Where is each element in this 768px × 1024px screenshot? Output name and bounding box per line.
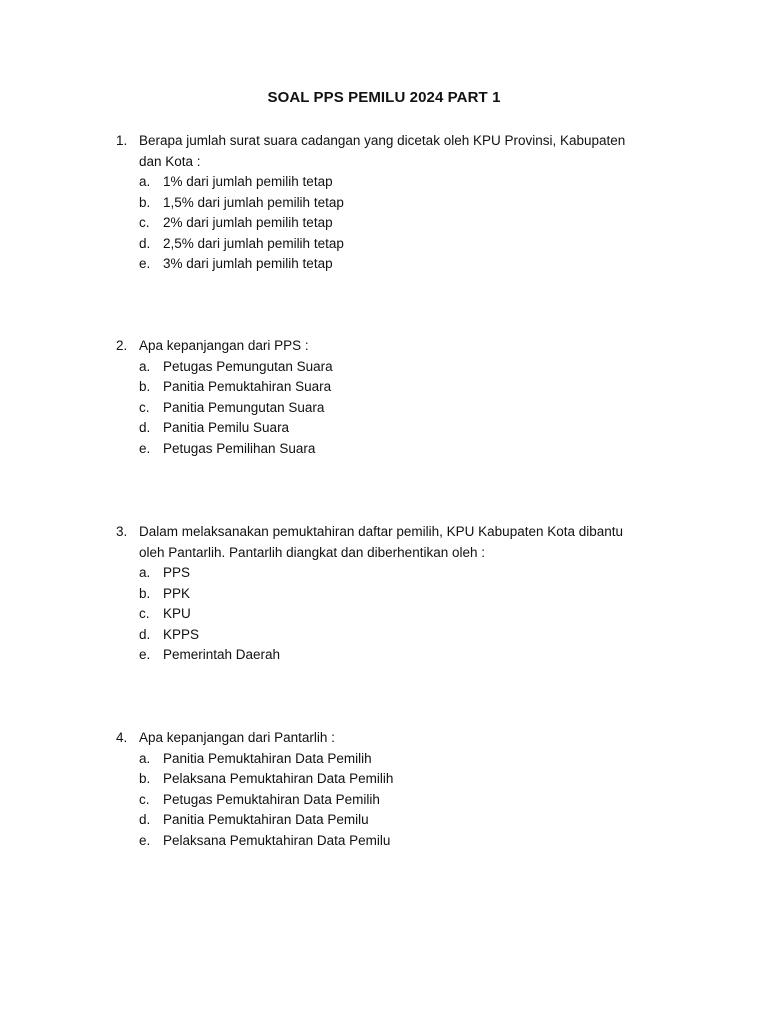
option-text: Pelaksana Pemuktahiran Data Pemilu: [163, 832, 391, 848]
option-text: 3% dari jumlah pemilih tetap: [163, 256, 333, 271]
question-text: Berapa jumlah surat suara cadangan yang dicetak oleh KPU Provinsi, Kabupaten dan Kota :: [139, 133, 626, 169]
option-letter: e.: [139, 440, 151, 456]
question-number: 2.: [116, 338, 128, 353]
option-letter: b.: [139, 194, 151, 210]
option-text: KPU: [163, 606, 191, 621]
option-letter: e.: [139, 647, 151, 662]
option-a: [139, 172, 636, 193]
option-c: [139, 790, 636, 811]
option-text: Petugas Pemuktahiran Data Pemilih: [163, 791, 380, 807]
option-d: [139, 234, 636, 255]
option-text: Petugas Pemungutan Suara: [163, 358, 333, 374]
option-text: Panitia Pemilu Suara: [163, 420, 290, 435]
option-letter: a.: [139, 750, 151, 766]
option-letter: e.: [139, 256, 151, 271]
question-3-stem: [116, 522, 636, 563]
question-text: Apa kepanjangan dari Pantarlih :: [139, 730, 335, 745]
option-text: Panitia Pemuktahiran Data Pemilu: [163, 812, 369, 827]
option-letter: a.: [139, 174, 151, 189]
option-text: Petugas Pemilihan Suara: [163, 440, 316, 456]
option-b: [139, 769, 636, 790]
option-letter: d.: [139, 626, 151, 642]
option-text: Pelaksana Pemuktahiran Data Pemilih: [163, 771, 394, 786]
option-a: [139, 357, 636, 378]
option-text: Panitia Pemuktahiran Suara: [163, 379, 332, 394]
option-letter: e.: [139, 832, 151, 848]
option-text: Panitia Pemungutan Suara: [163, 399, 325, 415]
option-text: 1,5% dari jumlah pemilih tetap: [163, 194, 344, 210]
option-e: [139, 254, 636, 275]
option-d: [139, 810, 636, 831]
option-c: [139, 213, 636, 234]
option-b: [139, 377, 636, 398]
option-text: 2% dari jumlah pemilih tetap: [163, 215, 333, 230]
option-text: KPPS: [163, 626, 200, 642]
question-text: Dalam melaksanakan pemuktahiran daftar pemilih, KPU Kabupaten Kota dibantu oleh Pantarlih. Pantarlih diangkat dan diberhentikan oleh :: [139, 524, 624, 560]
question-text: Apa kepanjangan dari PPS :: [139, 338, 309, 353]
option-d: [139, 625, 636, 646]
option-letter: c.: [139, 791, 150, 807]
option-text: Panitia Pemuktahiran Data Pemilih: [163, 750, 372, 766]
option-e: [139, 645, 636, 666]
option-letter: d.: [139, 812, 151, 827]
option-d: [139, 418, 636, 439]
question-3: [116, 522, 636, 666]
option-c: [139, 398, 636, 419]
option-letter: a.: [139, 565, 151, 580]
question-2: [116, 336, 636, 459]
question-1: [116, 131, 636, 275]
question-4-stem: [116, 728, 636, 749]
option-letter: d.: [139, 235, 151, 251]
option-text: 2,5% dari jumlah pemilih tetap: [163, 235, 344, 251]
option-e: [139, 439, 636, 460]
option-b: [139, 584, 636, 605]
option-letter: c.: [139, 606, 150, 621]
option-letter: c.: [139, 399, 150, 415]
question-1-stem: [116, 131, 636, 172]
option-b: [139, 193, 636, 214]
option-letter: b.: [139, 585, 151, 601]
option-text: 1% dari jumlah pemilih tetap: [163, 174, 333, 189]
option-letter: d.: [139, 420, 151, 435]
question-number: 1.: [116, 133, 128, 148]
option-letter: a.: [139, 358, 151, 374]
question-2-stem: [116, 336, 636, 357]
question-4: [116, 728, 636, 851]
option-text: PPS: [163, 565, 191, 580]
question-number: 4.: [116, 730, 128, 745]
option-c: [139, 604, 636, 625]
document-title: SOAL PPS PEMILU 2024 PART 1: [267, 89, 501, 106]
option-letter: b.: [139, 379, 151, 394]
option-letter: b.: [139, 771, 151, 786]
option-e: [139, 831, 636, 852]
option-text: PPK: [163, 585, 191, 601]
option-text: Pemerintah Daerah: [163, 647, 281, 662]
option-letter: c.: [139, 215, 150, 230]
option-a: [139, 749, 636, 770]
question-number: 3.: [116, 524, 128, 539]
option-a: [139, 563, 636, 584]
